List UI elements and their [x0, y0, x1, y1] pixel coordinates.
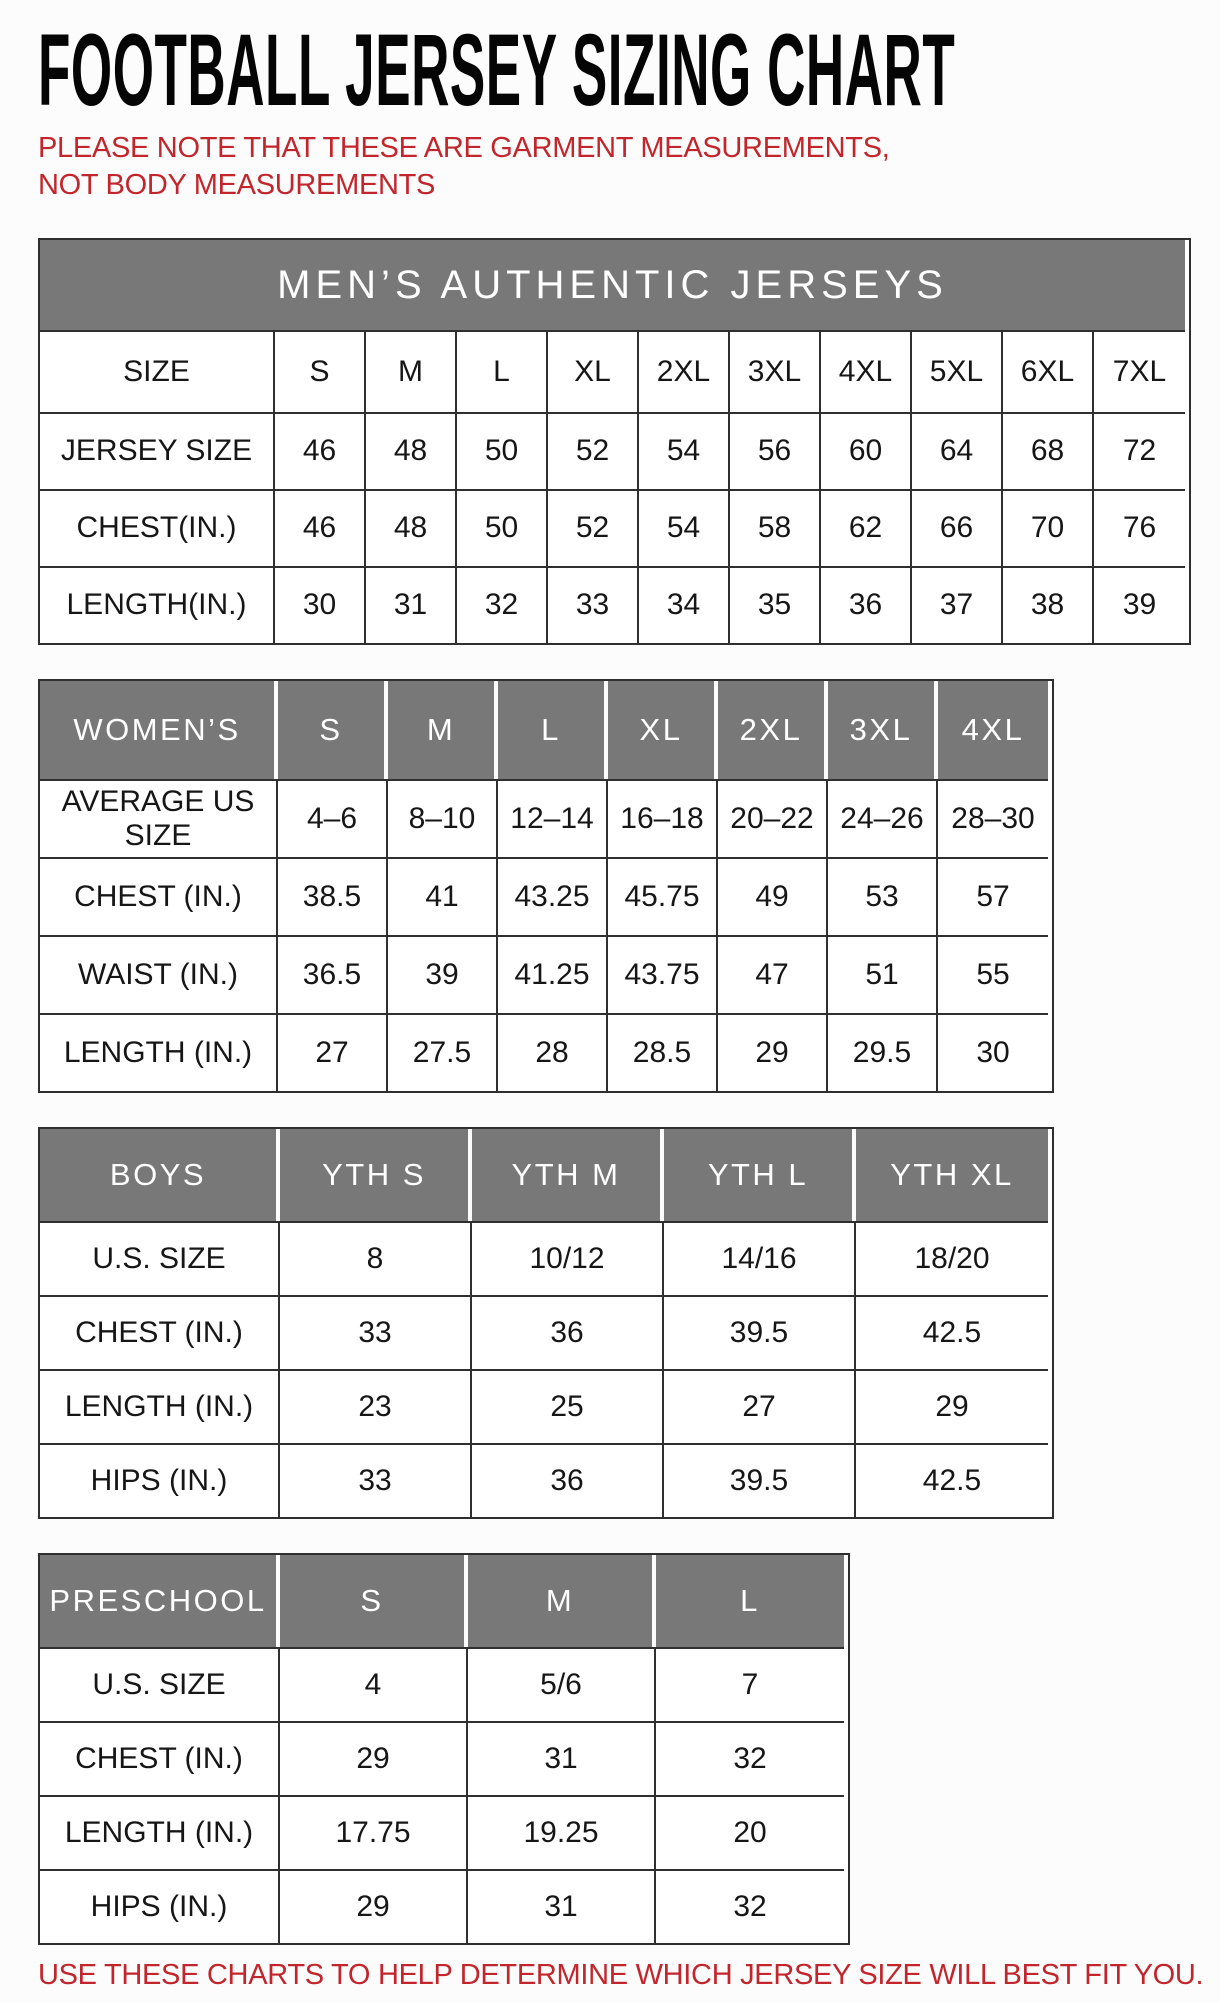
value-cell: 64 — [912, 412, 1003, 489]
header-size-cell: YTH M — [472, 1129, 664, 1221]
header-size-cell: 3XL — [828, 681, 938, 779]
row-label-cell: LENGTH(IN.) — [40, 566, 275, 643]
value-cell: 56 — [730, 412, 821, 489]
value-cell: 48 — [366, 412, 457, 489]
header-size-cell: M — [468, 1555, 656, 1647]
value-cell: 76 — [1094, 489, 1185, 566]
value-cell: 54 — [639, 489, 730, 566]
value-cell: 18/20 — [856, 1221, 1048, 1295]
value-cell: 43.75 — [608, 935, 718, 1013]
value-cell: 50 — [457, 489, 548, 566]
row-label-cell: LENGTH (IN.) — [40, 1369, 280, 1443]
value-cell: 62 — [821, 489, 912, 566]
value-cell: 5XL — [912, 330, 1003, 412]
value-cell: 39.5 — [664, 1295, 856, 1369]
value-cell: 33 — [280, 1295, 472, 1369]
value-cell: 29 — [718, 1013, 828, 1091]
header-size-cell: YTH XL — [856, 1129, 1048, 1221]
row-label-cell: WAIST (IN.) — [40, 935, 278, 1013]
garment-measurement-note: PLEASE NOTE THAT THESE ARE GARMENT MEASUREMENTS, NOT BODY MEASUREMENTS — [38, 132, 890, 202]
value-cell: 42.5 — [856, 1295, 1048, 1369]
row-label-cell: JERSEY SIZE — [40, 412, 275, 489]
value-cell: 29.5 — [828, 1013, 938, 1091]
value-cell: 32 — [457, 566, 548, 643]
value-cell: 5/6 — [468, 1647, 656, 1721]
value-cell: 23 — [280, 1369, 472, 1443]
value-cell: 36.5 — [278, 935, 388, 1013]
value-cell: 10/12 — [472, 1221, 664, 1295]
header-label-cell: PRESCHOOL — [40, 1555, 280, 1647]
row-label-cell: LENGTH (IN.) — [40, 1795, 280, 1869]
value-cell: 27 — [278, 1013, 388, 1091]
value-cell: 47 — [718, 935, 828, 1013]
value-cell: 60 — [821, 412, 912, 489]
value-cell: 32 — [656, 1869, 844, 1943]
value-cell: 50 — [457, 412, 548, 489]
value-cell: L — [457, 330, 548, 412]
value-cell: 36 — [472, 1295, 664, 1369]
value-cell: XL — [548, 330, 639, 412]
value-cell: 36 — [821, 566, 912, 643]
value-cell: 27.5 — [388, 1013, 498, 1091]
header-size-cell: L — [656, 1555, 844, 1647]
value-cell: 7 — [656, 1647, 844, 1721]
value-cell: 8–10 — [388, 779, 498, 857]
value-cell: 7XL — [1094, 330, 1185, 412]
table-title-banner: MEN’S AUTHENTIC JERSEYS — [40, 240, 1185, 330]
value-cell: 31 — [468, 1869, 656, 1943]
footer-note: USE THESE CHARTS TO HELP DETERMINE WHICH JERSEY SIZE WILL BEST FIT YOU. — [38, 1959, 1204, 1992]
value-cell: 58 — [730, 489, 821, 566]
boys-sizing-table — [38, 1127, 1054, 1519]
value-cell: 14/16 — [664, 1221, 856, 1295]
value-cell: 54 — [639, 412, 730, 489]
value-cell: 42.5 — [856, 1443, 1048, 1517]
value-cell: 35 — [730, 566, 821, 643]
value-cell: 37 — [912, 566, 1003, 643]
row-label-cell: LENGTH (IN.) — [40, 1013, 278, 1091]
value-cell: 31 — [366, 566, 457, 643]
value-cell: 41 — [388, 857, 498, 935]
value-cell: 6XL — [1003, 330, 1094, 412]
value-cell: 29 — [280, 1721, 468, 1795]
value-cell: 68 — [1003, 412, 1094, 489]
value-cell: 31 — [468, 1721, 656, 1795]
value-cell: 19.25 — [468, 1795, 656, 1869]
value-cell: 28–30 — [938, 779, 1048, 857]
value-cell: 41.25 — [498, 935, 608, 1013]
row-label-cell: CHEST(IN.) — [40, 489, 275, 566]
value-cell: 36 — [472, 1443, 664, 1517]
row-label-cell: CHEST (IN.) — [40, 1721, 280, 1795]
value-cell: 28.5 — [608, 1013, 718, 1091]
value-cell: 38.5 — [278, 857, 388, 935]
value-cell: 25 — [472, 1369, 664, 1443]
value-cell: 39.5 — [664, 1443, 856, 1517]
row-label-cell: U.S. SIZE — [40, 1647, 280, 1721]
value-cell: 57 — [938, 857, 1048, 935]
value-cell: 51 — [828, 935, 938, 1013]
value-cell: 38 — [1003, 566, 1094, 643]
value-cell: 32 — [656, 1721, 844, 1795]
value-cell: 16–18 — [608, 779, 718, 857]
header-size-cell: YTH S — [280, 1129, 472, 1221]
header-size-cell: S — [278, 681, 388, 779]
value-cell: 46 — [275, 489, 366, 566]
value-cell: 4 — [280, 1647, 468, 1721]
row-label-cell: HIPS (IN.) — [40, 1869, 280, 1943]
header-size-cell: L — [498, 681, 608, 779]
row-label-cell: AVERAGE US SIZE — [40, 779, 278, 857]
value-cell: 34 — [639, 566, 730, 643]
value-cell: 20–22 — [718, 779, 828, 857]
value-cell: 39 — [388, 935, 498, 1013]
page-title-text: FOOTBALL JERSEY SIZING CHART — [38, 13, 956, 127]
value-cell: 52 — [548, 489, 639, 566]
header-size-cell: 4XL — [938, 681, 1048, 779]
value-cell: 30 — [938, 1013, 1048, 1091]
mens-authentic-jerseys-table — [38, 238, 1191, 645]
preschool-sizing-table — [38, 1553, 850, 1945]
value-cell: 3XL — [730, 330, 821, 412]
womens-sizing-table — [38, 679, 1054, 1093]
value-cell: 4XL — [821, 330, 912, 412]
value-cell: 39 — [1094, 566, 1185, 643]
value-cell: 2XL — [639, 330, 730, 412]
header-label-cell: BOYS — [40, 1129, 280, 1221]
header-label-cell: WOMEN’S — [40, 681, 278, 779]
value-cell: 24–26 — [828, 779, 938, 857]
row-label-cell: U.S. SIZE — [40, 1221, 280, 1295]
row-label-cell: HIPS (IN.) — [40, 1443, 280, 1517]
row-label-cell: CHEST (IN.) — [40, 857, 278, 935]
value-cell: 30 — [275, 566, 366, 643]
header-size-cell: M — [388, 681, 498, 779]
value-cell: 53 — [828, 857, 938, 935]
header-size-cell: 2XL — [718, 681, 828, 779]
value-cell: 8 — [280, 1221, 472, 1295]
value-cell: 29 — [280, 1869, 468, 1943]
value-cell: 33 — [548, 566, 639, 643]
header-size-cell: YTH L — [664, 1129, 856, 1221]
value-cell: 17.75 — [280, 1795, 468, 1869]
value-cell: S — [275, 330, 366, 412]
value-cell: 45.75 — [608, 857, 718, 935]
row-label-cell: SIZE — [40, 330, 275, 412]
header-size-cell: S — [280, 1555, 468, 1647]
value-cell: 27 — [664, 1369, 856, 1443]
value-cell: 33 — [280, 1443, 472, 1517]
row-label-cell: CHEST (IN.) — [40, 1295, 280, 1369]
value-cell: 70 — [1003, 489, 1094, 566]
value-cell: 49 — [718, 857, 828, 935]
value-cell: 12–14 — [498, 779, 608, 857]
value-cell: 66 — [912, 489, 1003, 566]
value-cell: M — [366, 330, 457, 412]
page-title — [38, 13, 1182, 127]
value-cell: 20 — [656, 1795, 844, 1869]
value-cell: 43.25 — [498, 857, 608, 935]
value-cell: 28 — [498, 1013, 608, 1091]
value-cell: 48 — [366, 489, 457, 566]
value-cell: 52 — [548, 412, 639, 489]
value-cell: 4–6 — [278, 779, 388, 857]
value-cell: 29 — [856, 1369, 1048, 1443]
value-cell: 72 — [1094, 412, 1185, 489]
header-size-cell: XL — [608, 681, 718, 779]
value-cell: 46 — [275, 412, 366, 489]
value-cell: 55 — [938, 935, 1048, 1013]
